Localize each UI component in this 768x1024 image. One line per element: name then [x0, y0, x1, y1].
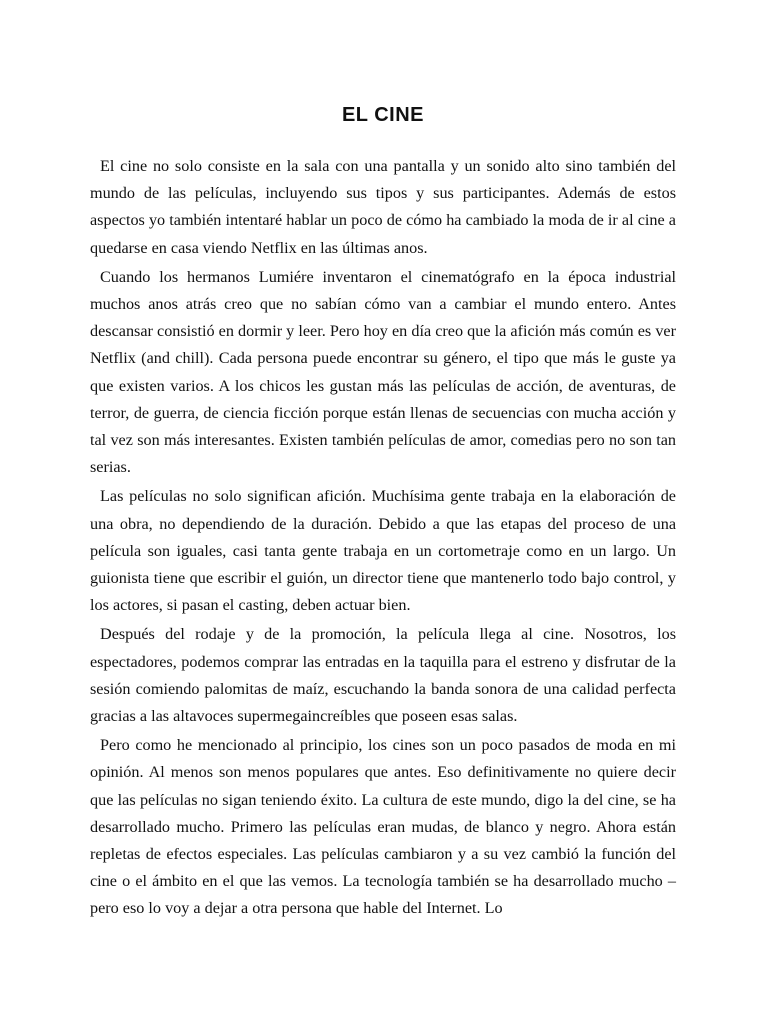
document-title: EL CINE — [341, 104, 425, 126]
paragraph-5: Pero como he mencionado al principio, los cines son un poco pasados de moda en mi opinión. Al menos son menos populares que antes. Eso definitivamente no quiere decir que las películas no sigan teniendo éxito. La cultura de este mundo, digo la del cine, se ha desarrollado mucho. Primero las películas eran mudas, de blanco y negro. Ahora están repletas de efectos especiales. Las películas cambiaron y a su vez cambió la función del cine o el ámbito en el que las vemos. La tecnología también se ha desarrollado mucho – pero eso lo voy a dejar a otra persona que hable del Internet. Lo — [90, 736, 676, 918]
paragraph-3: Las películas no solo significan afición. Muchísima gente trabaja en la elaboración de una obra, no dependiendo de la duración. Debido a que las etapas del proceso de una película son iguales, casi tanta gente trabaja en un cortometraje como en un largo. Un guionista tiene que escribir el guión, un director tiene que mantenerlo todo bajo control, y los actores, si pasan el casting, deben actuar bien. — [90, 487, 676, 615]
paragraph-1: El cine no solo consiste en la sala con una pantalla y un sonido alto sino también del mundo de las películas, incluyendo sus tipos y sus participantes. Además de estos aspectos yo también intentaré hablar un poco de cómo ha cambiado la moda de ir al cine a quedarse en casa viendo Netflix en las últimas anos. — [90, 157, 676, 257]
paragraph-2: Cuando los hermanos Lumiére inventaron el cinematógrafo en la época industrial muchos anos atrás creo que no sabían cómo van a cambiar el mundo entero. Antes descansar consistió en dormir y leer. Pero hoy en día creo que la afición más común es ver Netflix (and chill). Cada persona puede encontrar su género, el tipo que más le guste ya que existen varios. A los chicos les gustan más las películas de acción, de aventuras, de terror, de guerra, de ciencia ficción porque están llenas de secuencias con mucha acción y tal vez son más interesantes. Existen también películas de amor, comedias pero no son tan serias. — [90, 267, 676, 477]
paragraph-4: Después del rodaje y de la promoción, la película llega al cine. Nosotros, los espectadores, podemos comprar las entradas en la taquilla para el estreno y disfrutar de la sesión comiendo palomitas de maíz, escuchando la banda sonora de una calidad perfecta gracias a las altavoces supermegaincreíbles que poseen esas salas. — [90, 625, 676, 726]
